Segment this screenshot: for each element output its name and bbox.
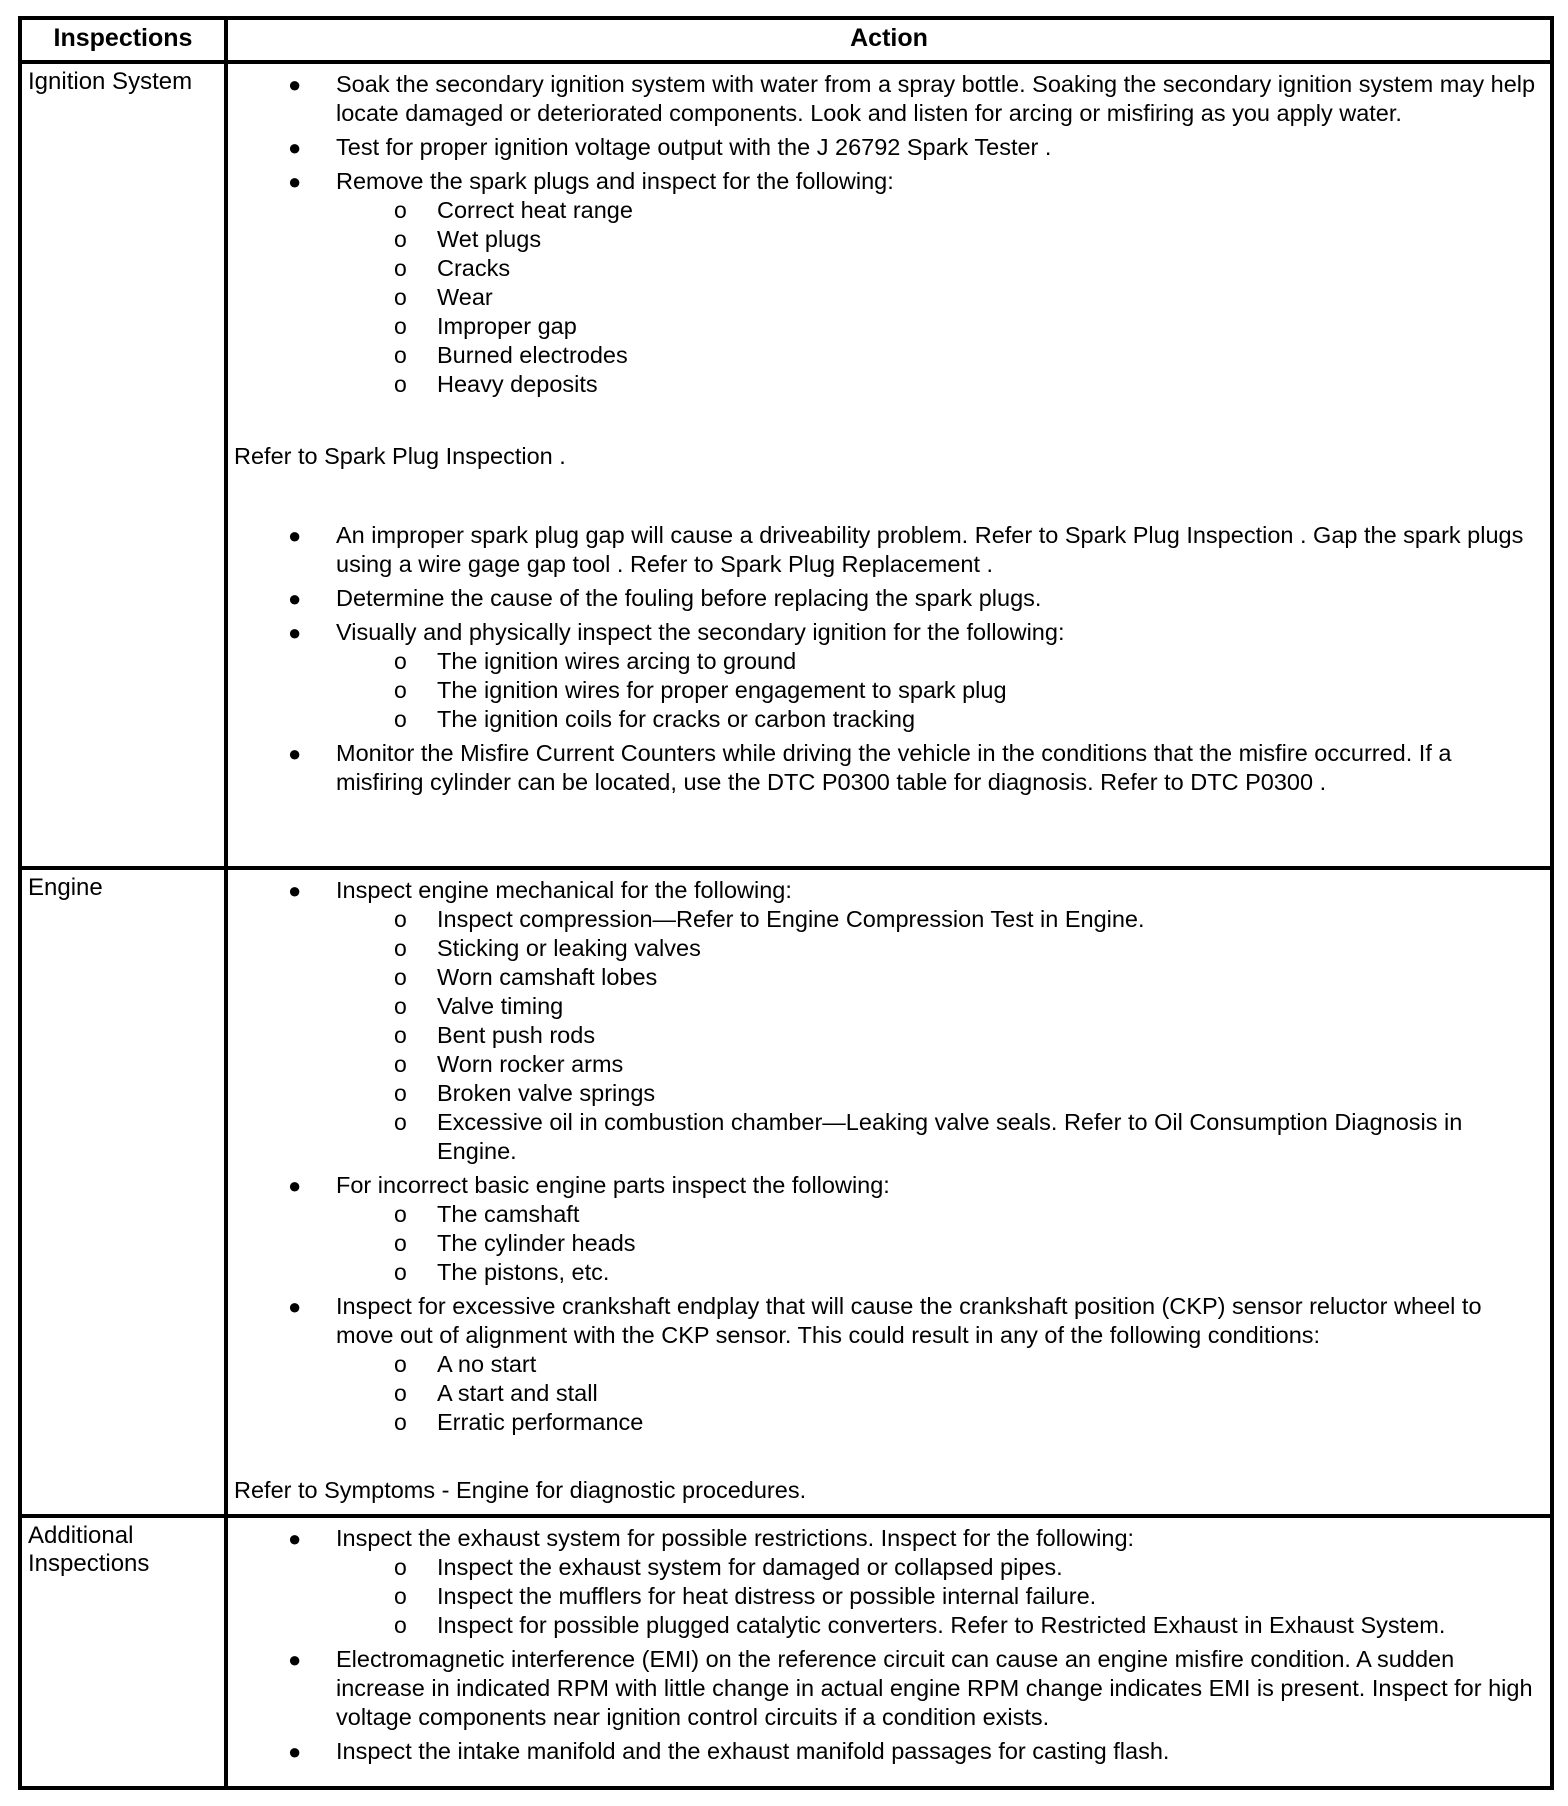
list-item xyxy=(234,1171,1538,1287)
sub-item xyxy=(234,676,1538,705)
bullet-list xyxy=(234,70,1538,399)
sub-item xyxy=(234,1050,1538,1079)
sub-item xyxy=(234,196,1538,225)
sub-bullet-icon: o xyxy=(394,648,407,674)
sub-item xyxy=(234,963,1538,992)
row-label-ignition: Ignition System xyxy=(20,62,226,868)
sub-item-text: The ignition wires arcing to ground xyxy=(437,648,797,674)
sub-item-text: The pistons, etc. xyxy=(437,1259,610,1285)
sub-bullet-icon: o xyxy=(394,1583,407,1609)
bullet-text: Remove the spark plugs and inspect for the following: xyxy=(336,168,894,194)
sub-item-text: Broken valve springs xyxy=(437,1080,656,1106)
bullet-text: Electromagnetic interference (EMI) on the reference circuit can cause an engine misfire condition. A sudden increase in indicated RPM with little change in actual engine RPM change indicates EMI is present. Inspect for high voltage components near ignition control circuits if a condition exists. xyxy=(336,1646,1533,1730)
sub-bullet-icon: o xyxy=(394,1109,407,1135)
sub-bullet-icon: o xyxy=(394,255,407,281)
table-row-ignition xyxy=(20,62,1552,868)
bullet-list xyxy=(234,876,1538,1437)
sub-bullet-icon: o xyxy=(394,313,407,339)
sub-bullet-icon: o xyxy=(394,1612,407,1638)
note-text: Refer to Symptoms - Engine for diagnostic procedures. xyxy=(234,1477,807,1503)
sub-item-text: Inspect for possible plugged catalytic converters. Refer to Restricted Exhaust in Exhaust System. xyxy=(437,1612,1446,1638)
list-item xyxy=(234,618,1538,734)
bullet-text: An improper spark plug gap will cause a driveability problem. Refer to Spark Plug Inspection . Gap the spark plugs using a wire gage gap tool . Refer to Spark Plug Replacement . xyxy=(336,522,1524,577)
sub-bullet-icon: o xyxy=(394,906,407,932)
sub-item-text: Worn camshaft lobes xyxy=(437,964,658,990)
sub-bullet-icon: o xyxy=(394,706,407,732)
sub-bullet-icon: o xyxy=(394,342,407,368)
bullet-text: Inspect the exhaust system for possible restrictions. Inspect for the following: xyxy=(336,1525,1135,1551)
sub-item xyxy=(234,1553,1538,1582)
sub-item xyxy=(234,225,1538,254)
sub-list xyxy=(336,1200,1538,1287)
list-item xyxy=(234,876,1538,1166)
sub-bullet-icon: o xyxy=(394,1230,407,1256)
sub-item xyxy=(234,1079,1538,1108)
sub-item xyxy=(234,312,1538,341)
bullet-list xyxy=(234,521,1538,797)
sub-item xyxy=(234,341,1538,370)
bullet-list xyxy=(234,1524,1538,1766)
bullet-text: Soak the secondary ignition system with water from a spray bottle. Soaking the secondary ignition system may help locate damaged or deteriorated components. Look and listen for arcing or misfiring as you apply water. xyxy=(336,71,1536,126)
sub-item xyxy=(234,1021,1538,1050)
list-item xyxy=(234,1737,1538,1766)
sub-bullet-icon: o xyxy=(394,284,407,310)
sub-bullet-icon: o xyxy=(394,964,407,990)
bullet-text: Monitor the Misfire Current Counters while driving the vehicle in the conditions that the misfire occurred. If a misfiring cylinder can be located, use the DTC P0300 table for diagnosis. Refer to DTC P0300 . xyxy=(336,740,1452,795)
sub-item-text: Worn rocker arms xyxy=(437,1051,624,1077)
table-row-additional xyxy=(20,1516,1552,1788)
sub-item-text: Improper gap xyxy=(437,313,577,339)
sub-bullet-icon: o xyxy=(394,993,407,1019)
sub-item-text: Inspect the mufflers for heat distress or possible internal failure. xyxy=(437,1583,1097,1609)
bullet-text: Test for proper ignition voltage output with the J 26792 Spark Tester . xyxy=(336,134,1052,160)
sub-item-text: Inspect the exhaust system for damaged or collapsed pipes. xyxy=(437,1554,1063,1580)
sub-item-text: Inspect compression—Refer to Engine Compression Test in Engine. xyxy=(437,906,1145,932)
list-item xyxy=(234,521,1538,579)
sub-item xyxy=(234,254,1538,283)
bullet-icon: ● xyxy=(288,586,302,611)
bullet-icon: ● xyxy=(288,1739,302,1764)
bullet-icon: ● xyxy=(288,620,302,645)
row-label-engine: Engine xyxy=(20,868,226,1516)
header-action: Action xyxy=(226,18,1552,62)
sub-bullet-icon: o xyxy=(394,1259,407,1285)
sub-list xyxy=(336,647,1538,734)
list-item xyxy=(234,167,1538,399)
sub-bullet-icon: o xyxy=(394,1201,407,1227)
sub-bullet-icon: o xyxy=(394,1022,407,1048)
sub-bullet-icon: o xyxy=(394,1409,407,1435)
sub-item-text: The cylinder heads xyxy=(437,1230,636,1256)
sub-item xyxy=(234,1258,1538,1287)
sub-list xyxy=(336,196,1538,399)
inspections-table xyxy=(18,16,1554,1790)
bullet-icon: ● xyxy=(288,1294,302,1319)
bullet-text: Inspect for excessive crankshaft endplay that will cause the crankshaft position (CKP) sensor reluctor wheel to move out of alignment with the CKP sensor. This could result in any of the following conditions: xyxy=(336,1293,1482,1348)
table-row-engine xyxy=(20,868,1552,1516)
list-item xyxy=(234,739,1538,797)
bullet-icon: ● xyxy=(288,878,302,903)
sub-item-text: Heavy deposits xyxy=(437,371,598,397)
sub-item-text: The ignition coils for cracks or carbon tracking xyxy=(437,706,916,732)
bullet-icon: ● xyxy=(288,72,302,97)
sub-item xyxy=(234,934,1538,963)
bullet-icon: ● xyxy=(288,1526,302,1551)
sub-item-text: Cracks xyxy=(437,255,511,281)
sub-item-text: Bent push rods xyxy=(437,1022,596,1048)
row-action-additional xyxy=(226,1516,1552,1788)
list-item xyxy=(234,1292,1538,1437)
sub-bullet-icon: o xyxy=(394,226,407,252)
sub-item xyxy=(234,1200,1538,1229)
list-item xyxy=(234,1645,1538,1732)
sub-item xyxy=(234,1350,1538,1379)
sub-bullet-icon: o xyxy=(394,677,407,703)
list-item xyxy=(234,1524,1538,1640)
bullet-icon: ● xyxy=(288,135,302,160)
sub-list xyxy=(336,1553,1538,1640)
sub-bullet-icon: o xyxy=(394,371,407,397)
list-item xyxy=(234,70,1538,128)
sub-item-text: Correct heat range xyxy=(437,197,633,223)
sub-item-text: Wet plugs xyxy=(437,226,542,252)
sub-item-text: A start and stall xyxy=(437,1380,598,1406)
sub-item xyxy=(234,1408,1538,1437)
bullet-icon: ● xyxy=(288,169,302,194)
sub-item xyxy=(234,1108,1538,1166)
sub-list xyxy=(336,1350,1538,1437)
sub-item-text: Valve timing xyxy=(437,993,564,1019)
sub-item-text: The ignition wires for proper engagement to spark plug xyxy=(437,677,1007,703)
header-inspections: Inspections xyxy=(20,18,226,62)
sub-item-text: Wear xyxy=(437,284,493,310)
table-header-row xyxy=(20,18,1552,62)
sub-item xyxy=(234,1582,1538,1611)
sub-item-text: Burned electrodes xyxy=(437,342,628,368)
row-label-additional: Additional Inspections xyxy=(20,1516,226,1788)
sub-item xyxy=(234,1229,1538,1258)
bullet-text: For incorrect basic engine parts inspect the following: xyxy=(336,1172,890,1198)
bullet-text: Determine the cause of the fouling before replacing the spark plugs. xyxy=(336,585,1042,611)
document-page xyxy=(18,16,1550,1790)
row-action-engine xyxy=(226,868,1552,1516)
bullet-icon: ● xyxy=(288,1173,302,1198)
sub-bullet-icon: o xyxy=(394,1380,407,1406)
sub-bullet-icon: o xyxy=(394,935,407,961)
sub-bullet-icon: o xyxy=(394,197,407,223)
bullet-icon: ● xyxy=(288,741,302,766)
note-text: Refer to Spark Plug Inspection . xyxy=(234,443,566,469)
sub-item xyxy=(234,905,1538,934)
sub-item-text: The camshaft xyxy=(437,1201,580,1227)
sub-item xyxy=(234,705,1538,734)
sub-item xyxy=(234,992,1538,1021)
sub-item-text: Excessive oil in combustion chamber—Leaking valve seals. Refer to Oil Consumption Diagnosis in Engine. xyxy=(437,1109,1463,1164)
sub-bullet-icon: o xyxy=(394,1351,407,1377)
list-item xyxy=(234,584,1538,613)
sub-item-text: Erratic performance xyxy=(437,1409,644,1435)
sub-bullet-icon: o xyxy=(394,1080,407,1106)
sub-item xyxy=(234,370,1538,399)
sub-item-text: A no start xyxy=(437,1351,537,1377)
sub-item xyxy=(234,1611,1538,1640)
list-item xyxy=(234,133,1538,162)
bullet-icon: ● xyxy=(288,1647,302,1672)
sub-item-text: Sticking or leaking valves xyxy=(437,935,701,961)
row-action-ignition xyxy=(226,62,1552,868)
sub-bullet-icon: o xyxy=(394,1554,407,1580)
bullet-text: Inspect engine mechanical for the following: xyxy=(336,877,792,903)
bullet-icon: ● xyxy=(288,523,302,548)
sub-bullet-icon: o xyxy=(394,1051,407,1077)
sub-item xyxy=(234,1379,1538,1408)
sub-item xyxy=(234,283,1538,312)
sub-list xyxy=(336,905,1538,1166)
sub-item xyxy=(234,647,1538,676)
bullet-text: Inspect the intake manifold and the exhaust manifold passages for casting flash. xyxy=(336,1738,1170,1764)
bullet-text: Visually and physically inspect the secondary ignition for the following: xyxy=(336,619,1065,645)
